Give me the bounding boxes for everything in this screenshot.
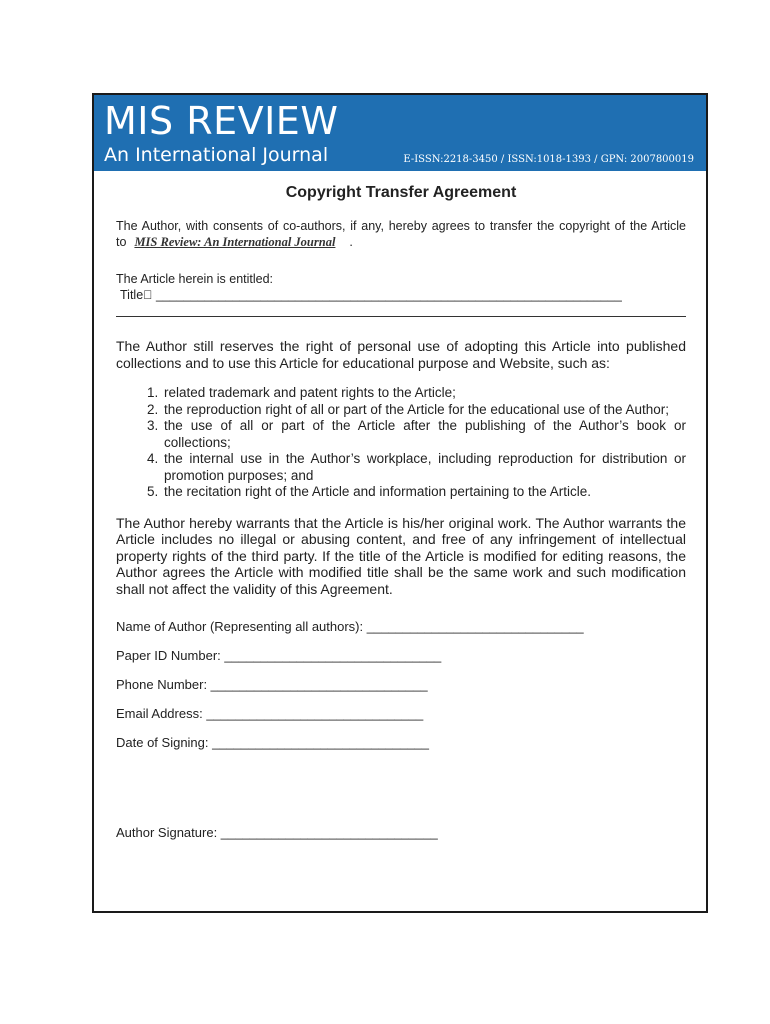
rights-item: 4. the internal use in the Author’s workplace, including reproduction for distribution or promotion purposes; and (162, 451, 686, 484)
rights-item: 1. related trademark and patent rights to the Article; (162, 385, 686, 402)
journal-banner (94, 95, 706, 171)
journal-name-fill: MIS Review: An International Journal (134, 235, 336, 249)
journal-logo-title: MIS REVIEW (104, 99, 339, 143)
intro-end: . (349, 235, 353, 249)
rights-list (116, 385, 686, 501)
title-continuation-line[interactable] (116, 316, 686, 317)
date-of-signing-field[interactable]: Date of Signing: ______________________________ (116, 735, 430, 750)
entitled-label: The Article herein is entitled: (116, 272, 274, 286)
document-body (116, 171, 686, 840)
intro-text: The Author, with consents of co-authors, if any, hereby agrees to transfer the copyright of the Article to (116, 219, 686, 249)
phone-number-field[interactable]: Phone Number: ______________________________ (116, 677, 428, 692)
journal-logo-subtitle: An International Journal (104, 144, 329, 166)
article-title-field[interactable]: Title  ___________________________________________________________________ (120, 288, 622, 302)
reserve-paragraph: The Author still reserves the right of personal use of adopting this Article into published collections and to use this Article for educational purpose and Website, such as: (116, 338, 686, 371)
email-address-field[interactable]: Email Address: ______________________________ (116, 706, 424, 721)
intro-paragraph (116, 218, 686, 250)
rights-item: 5. the recitation right of the Article and information pertaining to the Article. (162, 484, 686, 501)
author-name-field[interactable]: Name of Author (Representing all authors): ______________________________ (116, 619, 584, 634)
rights-item: 3. the use of all or part of the Article after the publishing of the Author’s book or collections; (162, 418, 686, 451)
author-signature-field[interactable]: Author Signature: ______________________________ (116, 825, 438, 840)
issn-text: E-ISSN:2218-3450 / ISSN:1018-1393 / GPN: 2007800019 (403, 154, 694, 165)
document-frame (92, 93, 708, 913)
rights-item: 2. the reproduction right of all or part of the Article for the educational use of the Author; (162, 402, 686, 419)
warranty-paragraph: The Author hereby warrants that the Article is his/her original work. The Author warrants the Article includes no illegal or abusing content, and free of any infringement of intellectual property rights of the third party. If the title of the Article is modified for editing reasons, the Author agrees the Article with modified title shall be the same work and such modification shall not affect the validity of this Agreement. (116, 514, 686, 597)
paper-id-field[interactable]: Paper ID Number: ______________________________ (116, 648, 442, 663)
document-title: Copyright Transfer Agreement (285, 184, 517, 201)
